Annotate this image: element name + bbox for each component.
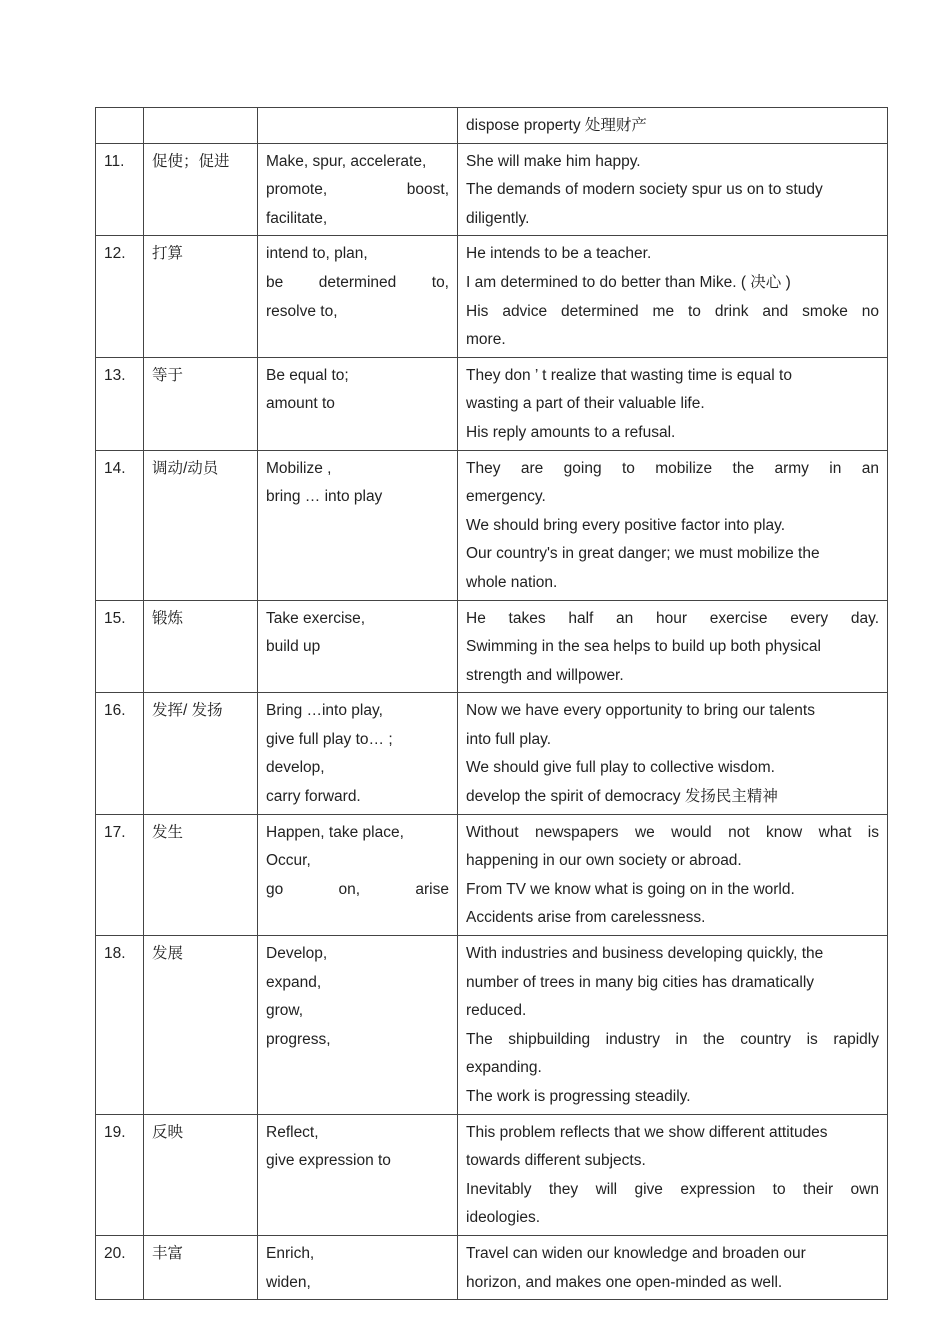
- table-row: [96, 1114, 888, 1235]
- synonym-line: Bring …into play,: [266, 702, 383, 720]
- row-number: 12.: [96, 236, 144, 357]
- example-line: The shipbuilding industry in the country is rapidly: [466, 1030, 879, 1048]
- example-line: whole nation.: [466, 573, 558, 591]
- example-line: Now we have every opportunity to bring our talents: [466, 702, 815, 720]
- english-synonyms: [258, 450, 458, 600]
- synonym-line: Mobilize ,: [266, 459, 332, 477]
- chinese-term: 反映: [144, 1114, 258, 1235]
- synonym-line: resolve to,: [266, 302, 338, 320]
- example-line: We should give full play to collective wisdom.: [466, 759, 775, 777]
- synonym-line: Make, spur, accelerate,: [266, 152, 427, 170]
- row-number: 17.: [96, 814, 144, 935]
- synonym-line: grow,: [266, 1002, 304, 1020]
- synonym-line: facilitate,: [266, 209, 328, 227]
- chinese-term: 打算: [144, 236, 258, 357]
- example-line: This problem reflects that we show different attitudes: [466, 1123, 828, 1141]
- row-number: 20.: [96, 1235, 144, 1299]
- synonym-line: progress,: [266, 1030, 331, 1048]
- table-row: [96, 1235, 888, 1299]
- english-synonyms: [258, 108, 458, 144]
- example-line: Without newspapers we would not know what is: [466, 823, 879, 841]
- synonym-line: build up: [266, 638, 321, 656]
- example-line: With industries and business developing quickly, the: [466, 945, 824, 963]
- example-sentences: [458, 1235, 888, 1299]
- synonym-line: Reflect,: [266, 1123, 319, 1141]
- chinese-term: 等于: [144, 357, 258, 450]
- example-line: towards different subjects.: [466, 1152, 646, 1170]
- english-synonyms: [258, 357, 458, 450]
- synonym-line: give expression to: [266, 1152, 391, 1170]
- example-sentences: [458, 814, 888, 935]
- example-line: emergency.: [466, 488, 546, 506]
- synonym-line: go on, arise: [266, 880, 449, 898]
- example-line: They don ’ t realize that wasting time is equal to: [466, 366, 792, 384]
- example-line: She will make him happy.: [466, 152, 641, 170]
- synonym-line: Take exercise,: [266, 609, 366, 627]
- english-synonyms: [258, 600, 458, 693]
- table-body: [96, 108, 888, 1300]
- example-line: His reply amounts to a refusal.: [466, 423, 676, 441]
- synonym-line: Be equal to;: [266, 366, 349, 384]
- table-row: [96, 108, 888, 144]
- english-synonyms: [258, 1114, 458, 1235]
- example-line: strength and willpower.: [466, 666, 624, 684]
- english-synonyms: [258, 693, 458, 814]
- synonym-line: intend to, plan,: [266, 245, 368, 263]
- example-sentences: [458, 600, 888, 693]
- example-line: happening in our own society or abroad.: [466, 852, 742, 870]
- example-line: From TV we know what is going on in the world.: [466, 880, 795, 898]
- chinese-term: 锻炼: [144, 600, 258, 693]
- synonym-line: expand,: [266, 973, 322, 991]
- example-line: We should bring every positive factor into play.: [466, 516, 786, 534]
- row-number: 14.: [96, 450, 144, 600]
- example-line: They are going to mobilize the army in an: [466, 459, 879, 477]
- synonym-line: widen,: [266, 1273, 311, 1291]
- chinese-term: 发展: [144, 936, 258, 1115]
- synonym-line: give full play to… ;: [266, 730, 393, 748]
- example-line: His advice determined me to drink and smoke no: [466, 302, 879, 320]
- row-number: [96, 108, 144, 144]
- row-number: 15.: [96, 600, 144, 693]
- chinese-term: [144, 108, 258, 144]
- example-line: Accidents arise from carelessness.: [466, 909, 706, 927]
- example-sentences: [458, 236, 888, 357]
- example-line: horizon, and makes one open-minded as well.: [466, 1273, 783, 1291]
- table-row: [96, 814, 888, 935]
- example-line: The work is progressing steadily.: [466, 1088, 691, 1105]
- example-sentences: [458, 108, 888, 144]
- row-number: 16.: [96, 693, 144, 814]
- example-line: more.: [466, 331, 506, 349]
- example-line: develop the spirit of democracy 发扬民主精神: [466, 788, 778, 806]
- example-line: The demands of modern society spur us on to study: [466, 181, 823, 199]
- example-line: into full play.: [466, 730, 552, 748]
- table-row: [96, 236, 888, 357]
- example-line: Travel can widen our knowledge and broaden our: [466, 1244, 806, 1262]
- row-number: 19.: [96, 1114, 144, 1235]
- row-number: 11.: [96, 143, 144, 236]
- synonym-line: develop,: [266, 759, 325, 777]
- synonym-line: be determined to,: [266, 273, 449, 291]
- example-line: Inevitably they will give expression to their own: [466, 1180, 879, 1198]
- vocabulary-table: [95, 107, 888, 1300]
- chinese-term: 促使；促进: [144, 143, 258, 236]
- table-row: [96, 600, 888, 693]
- example-sentences: [458, 1114, 888, 1235]
- table-row: [96, 693, 888, 814]
- synonym-line: carry forward.: [266, 788, 361, 806]
- row-number: 18.: [96, 936, 144, 1115]
- synonym-line: promote, boost,: [266, 181, 449, 199]
- synonym-line: Occur,: [266, 852, 311, 870]
- table-row: [96, 143, 888, 236]
- example-line: Our country's in great danger; we must mobilize the: [466, 545, 820, 563]
- table-row: [96, 450, 888, 600]
- example-line: He intends to be a teacher.: [466, 245, 652, 263]
- example-line: ideologies.: [466, 1209, 541, 1227]
- chinese-term: 发生: [144, 814, 258, 935]
- example-line: Swimming in the sea helps to build up both physical: [466, 638, 821, 656]
- table-row: [96, 936, 888, 1115]
- example-line: He takes half an hour exercise every day.: [466, 609, 879, 627]
- example-line: dispose property 处理财产: [466, 117, 647, 134]
- example-sentences: [458, 450, 888, 600]
- english-synonyms: [258, 936, 458, 1115]
- synonym-line: amount to: [266, 395, 335, 413]
- example-line: wasting a part of their valuable life.: [466, 395, 705, 413]
- english-synonyms: [258, 143, 458, 236]
- synonym-line: Happen, take place,: [266, 823, 404, 841]
- english-synonyms: [258, 236, 458, 357]
- chinese-term: 发挥/ 发扬: [144, 693, 258, 814]
- example-line: diligently.: [466, 209, 530, 227]
- example-sentences: [458, 936, 888, 1115]
- english-synonyms: [258, 1235, 458, 1299]
- example-line: reduced.: [466, 1002, 527, 1020]
- chinese-term: 丰富: [144, 1235, 258, 1299]
- synonym-line: bring … into play: [266, 488, 383, 506]
- example-line: expanding.: [466, 1059, 542, 1077]
- example-sentences: [458, 143, 888, 236]
- row-number: 13.: [96, 357, 144, 450]
- example-sentences: [458, 357, 888, 450]
- synonym-line: Develop,: [266, 945, 328, 963]
- table-row: [96, 357, 888, 450]
- chinese-term: 调动/动员: [144, 450, 258, 600]
- example-line: number of trees in many big cities has dramatically: [466, 973, 815, 991]
- example-line: I am determined to do better than Mike. ( 决心 ): [466, 273, 791, 291]
- example-sentences: [458, 693, 888, 814]
- synonym-line: Enrich,: [266, 1244, 315, 1262]
- english-synonyms: [258, 814, 458, 935]
